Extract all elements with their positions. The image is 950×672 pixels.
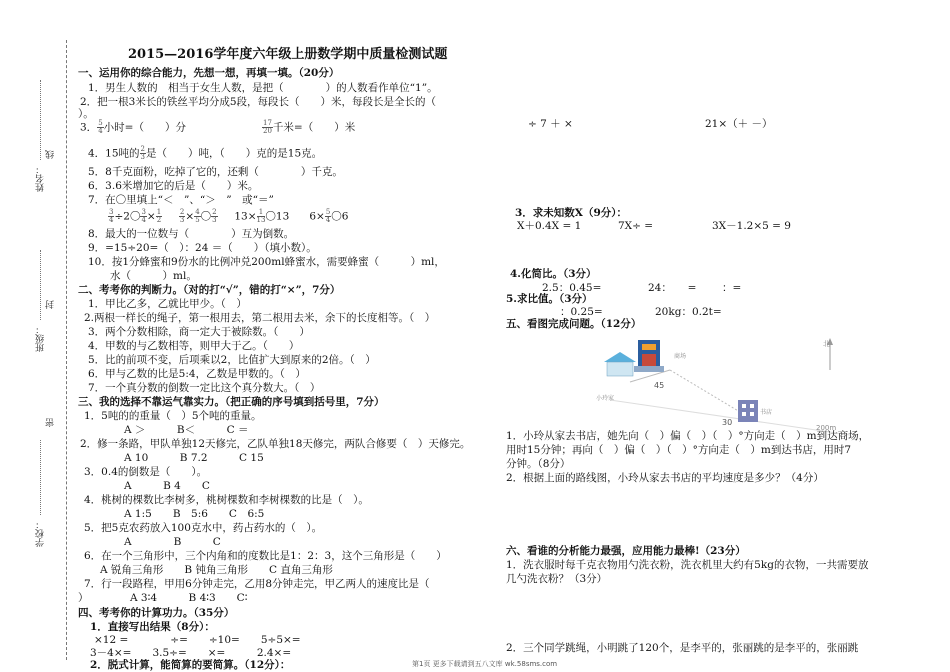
home-building <box>604 352 636 376</box>
calc-item-1: ÷ 7 ＋ × <box>528 118 573 130</box>
s1-q4-a: 4．15吨的 <box>88 147 140 160</box>
s1-q10b: 水（ ）ml。 <box>110 270 197 282</box>
s1-q10: 10．按1分蜂蜜和9份水的比例冲兑200ml蜂蜜水，需要蜂蜜（ ）ml， <box>88 256 445 268</box>
s3-q2: 2．修一条路，甲队单独12天修完，乙队单独18天修完，两队合修要（ ）天修完。 <box>80 438 471 450</box>
solve-x-1: X＋0.4X = 1 <box>517 220 582 232</box>
q7-g: 6× <box>309 210 325 223</box>
s5-q1: 1．小玲从家去书店，她先向（ ）偏（ ）（ ）°方向走（ ）m到达商场， <box>506 430 870 442</box>
q7-e: × <box>247 210 257 223</box>
solve-x-3: 3X－1.2×5 = 9 <box>712 220 791 232</box>
s6-q1: 1．洗衣服时每千克衣物用勺洗衣粉，洗衣机里大约有5kg的衣物，一共需要放 <box>506 559 869 571</box>
s1-q2b: ）。 <box>78 108 94 120</box>
page-title: 2015—2016学年度六年级上册数学期中质量检测试题 <box>128 47 448 62</box>
binding-line <box>66 40 67 660</box>
ratio-value-2: 20kg：0.2t= <box>655 306 722 318</box>
s2-q2: 2.两根一样长的绳子，第一根用去，第二根用去米，余下的长度相等。（ ） <box>84 312 436 324</box>
s3-q6-options: A 锐角三角形 B 钝角三角形 C 直角三角形 <box>100 564 333 576</box>
s1-q7-items: $\frac{3}{4}$ ÷2〇 $\frac{3}{4}$ × $\frac{1}{2}$ $\frac{2}{3}$ × $\frac{4}{5}$ 〇 $\frac{2}{3}$ 13× $\frac{1}{13}$ 〇13 6× $\frac{5}{4}$ 〇6 <box>109 208 349 224</box>
simplify-ratio-heading: 4.化简比。（3分） <box>510 268 597 280</box>
side-mi: 密 <box>46 418 56 427</box>
map-angle-30: 30 <box>722 418 733 427</box>
route-map <box>590 330 890 440</box>
s4-p1a: ×12 = ÷= ÷10= 5÷5×= <box>94 634 301 646</box>
s3-q1: 1．5吨的的重量（ ）5个吨的重量。 <box>84 410 262 422</box>
simplify-ratio-3: ：= <box>722 282 742 294</box>
side-feng: 封 <box>46 300 56 309</box>
s3-q3-options: A B 4 C <box>124 480 210 492</box>
s3-q2-options: A 10 B 7.2 C 15 <box>124 452 264 464</box>
s3-q1-options: A ＞ B＜ C ＝ <box>124 424 249 436</box>
store-building <box>738 400 758 422</box>
q7-a: ÷2〇 <box>114 210 141 223</box>
s1-q3-text: 小时=（ ）分 <box>103 121 186 134</box>
q7-d: 〇 <box>200 210 212 223</box>
s2-q6: 6．甲与乙数的比是5:4，乙数是甲数的。（ ） <box>88 368 306 380</box>
s1-q5: 5．8千克面粉，吃掉了它的，还剩（ ）千克。 <box>88 166 343 178</box>
s5-q2: 2．根据上面的路线图，小玲从家去书店的平均速度是多少？（4分） <box>506 472 824 484</box>
map-label-home: 小玲家 <box>596 395 615 402</box>
s2-q3: 3．两个分数相除，商一定大于被除数。（ ） <box>88 326 310 338</box>
s1-q4-b: 是（ ）吨，（ ）克的是15克。 <box>146 147 323 160</box>
section6-heading: 六、看谁的分析能力最强，应用能力最棒!（23分） <box>506 545 746 557</box>
ratio-value-1: ：0.25= <box>560 306 603 318</box>
s1-q2: 2．把一根3米长的铁丝平均分成5段，每段长（ ）米，每段长是全长的（ <box>80 96 458 108</box>
s4-p1b: 3－4×= 3.5÷= ×= 2.4×= <box>90 647 292 659</box>
mall-building <box>634 340 664 372</box>
section2-heading: 二、考考你的判断力。（对的打“√”，错的打“×”，7分） <box>78 284 341 296</box>
map-north: 北 <box>823 340 830 348</box>
q7-c: × <box>185 210 195 223</box>
side-class-line <box>40 250 41 320</box>
s2-q4: 4．甲数的与乙数相等，则甲大于乙。（ ） <box>88 340 300 352</box>
s3-q4-options: A 1:5 B 5:6 C 6:5 <box>124 508 265 520</box>
side-name-line <box>40 80 41 160</box>
s1-q3-text2: 千米=（ ）米 <box>272 121 356 134</box>
page-footer: 第1页 更多下载请到五八文库 wk.58sms.com <box>412 660 558 668</box>
s3-q7: 7．行一段路程，甲用6分钟走完，乙用8分钟走完，甲乙两人的速度比是（ <box>84 578 451 590</box>
side-school-label: 学校： <box>36 520 46 547</box>
section4-heading: 四、考考你的计算功力。（35分） <box>78 607 235 619</box>
s1-q9: 9．=15÷20=（ ）：24 ＝（ ）（填小数）。 <box>88 242 317 254</box>
s3-q5: 5．把5克农药放入100克水中，药占药水的（ ）。 <box>84 522 323 534</box>
map-label-store: 书店 <box>760 409 773 416</box>
side-name-label: 姓名： <box>36 165 46 192</box>
map-angle-45: 45 <box>654 381 665 390</box>
s3-q7b: ） <box>78 592 89 604</box>
s1-q7: 7．在〇里填上“＜ ”、“＞ ” 或“＝” <box>88 194 274 206</box>
s1-q3-second: $\frac{17}{20}$ 千米=（ ）米 <box>263 119 356 135</box>
s2-q7: 7．一个真分数的倒数一定比这个真分数大。（ ） <box>88 382 321 394</box>
q7-f: 〇13 <box>265 210 290 223</box>
s5-q1c: 分钟。（8分） <box>506 458 571 470</box>
s1-q6: 6．3.6米增加它的后是（ ）米。 <box>88 180 259 192</box>
s6-q1b: 几勺洗衣粉？（3分） <box>506 573 608 585</box>
calc-item-2: 21×（＋ －） <box>705 118 773 130</box>
s3-q7-options: A 3∶4 B 4∶3 C∶ <box>130 592 248 604</box>
s3-q3: 3．0.4的倒数是（ ）。 <box>84 466 208 478</box>
s3-q4: 4．桃树的棵数比李树多，桃树棵数和李树棵数的比是（ ）。 <box>84 494 369 506</box>
q7-h: 〇6 <box>331 210 349 223</box>
map-label-mall: 商场 <box>674 353 687 360</box>
s3-q6: 6．在一个三角形中，三个内角和的度数比是1：2：3，这个三角形是（ ） <box>84 550 447 562</box>
ratio-value-heading: 5.求比值。（3分） <box>506 293 593 305</box>
section3-heading: 三、我的选择不靠运气靠实力。（把正确的序号填到括号里，7分） <box>78 396 385 408</box>
q7-b: × <box>146 210 156 223</box>
section5-heading: 五、看图完成问题。（12分） <box>506 318 642 330</box>
solve-x-2: 7X÷ = <box>618 220 654 232</box>
s6-q2: 2．三个同学跳绳，小明跳了120个，是李平的，张丽跳的是李平的，张丽跳 <box>506 642 859 654</box>
s2-q1: 1．甲比乙多，乙就比甲少。（ ） <box>88 298 247 310</box>
s3-q5-options: A B C <box>124 536 221 548</box>
s5-q1b: 用时15分钟；再向（ ）偏（ ）（ ）°方向走（ ）m到达书店，用时7 <box>506 444 851 456</box>
s1-q3: 3． $\frac{5}{4}$ 小时=（ ）分 <box>80 119 186 135</box>
s1-q3-num: 3． <box>80 121 98 134</box>
section1-heading: 一、运用你的综合能力，先想一想，再填一填。（20分） <box>78 67 340 79</box>
side-xian: 线 <box>46 150 56 159</box>
s1-q4: 4．15吨的 $\frac{2}{3}$ 是（ ）吨，（ ）克的是15克。 <box>88 145 323 161</box>
s1-q1: 1．男生人数的 相当于女生人数，是把（ ）的人数看作单位“1”。 <box>88 82 438 94</box>
solve-x-heading: 3．求未知数X（9分）： <box>515 207 628 219</box>
s4-p1: 1．直接写出结果（8分）： <box>90 621 215 633</box>
s4-p2: 2．脱式计算，能简算的要简算。（12分）： <box>90 659 291 671</box>
simplify-ratio-2: 24： = <box>648 282 697 294</box>
side-class-label: 班级： <box>36 325 46 352</box>
s2-q5: 5．比的前项不变，后项乘以2，比值扩大到原来的2倍。（ ） <box>88 354 376 366</box>
s1-q8: 8．最大的一位数与（ ）互为倒数。 <box>88 228 295 240</box>
map-distance: 200m <box>816 424 837 432</box>
simplify-ratio-1: 2.5：0.45= <box>542 282 602 294</box>
side-school-line <box>40 440 41 515</box>
